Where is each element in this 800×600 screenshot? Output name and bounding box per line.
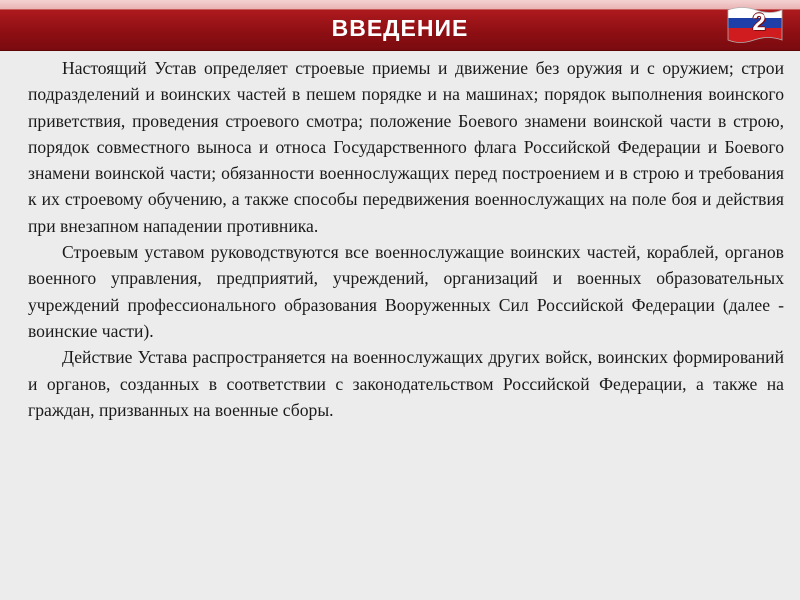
page-title: ВВЕДЕНИЕ — [331, 15, 469, 41]
paragraph-intro: Настоящий Устав определяет строевые приемы и движение без оружия и с оружием; строи подразделений и воинских частей в пешем порядке и на машинах; порядок выполнения воинского приветствия, проведения строевого смотра; положение Боевого знамени воинской части в строю, порядок совместного выноса и относа Государственного флага Российской Федерации и Боевого знамени воинской части; обязанности военнослужащих перед построением и в строю и требования к их строевому обучению, а также способы передвижения военнослужащих на поле боя и действия при внезапном нападении противника. — [28, 58, 784, 236]
paragraph-applicability: Действие Устава распространяется на военнослужащих других войск, воинских формирований и органов, созданных в соответствии с законодательством Российской Федерации, а также на граждан, призванных на военные сборы. — [28, 347, 784, 420]
top-decorative-strip — [0, 0, 800, 9]
main-text — [28, 55, 784, 423]
paragraph-scope: Строевым уставом руководствуются все военнослужащие воинских частей, кораблей, органов военного управления, предприятий, учреждений, организаций и военных образовательных учреждений профессионального образования Вооруженных Сил Российской Федерации (далее - воинские части). — [28, 242, 784, 341]
slide-number: 2 — [752, 9, 766, 36]
